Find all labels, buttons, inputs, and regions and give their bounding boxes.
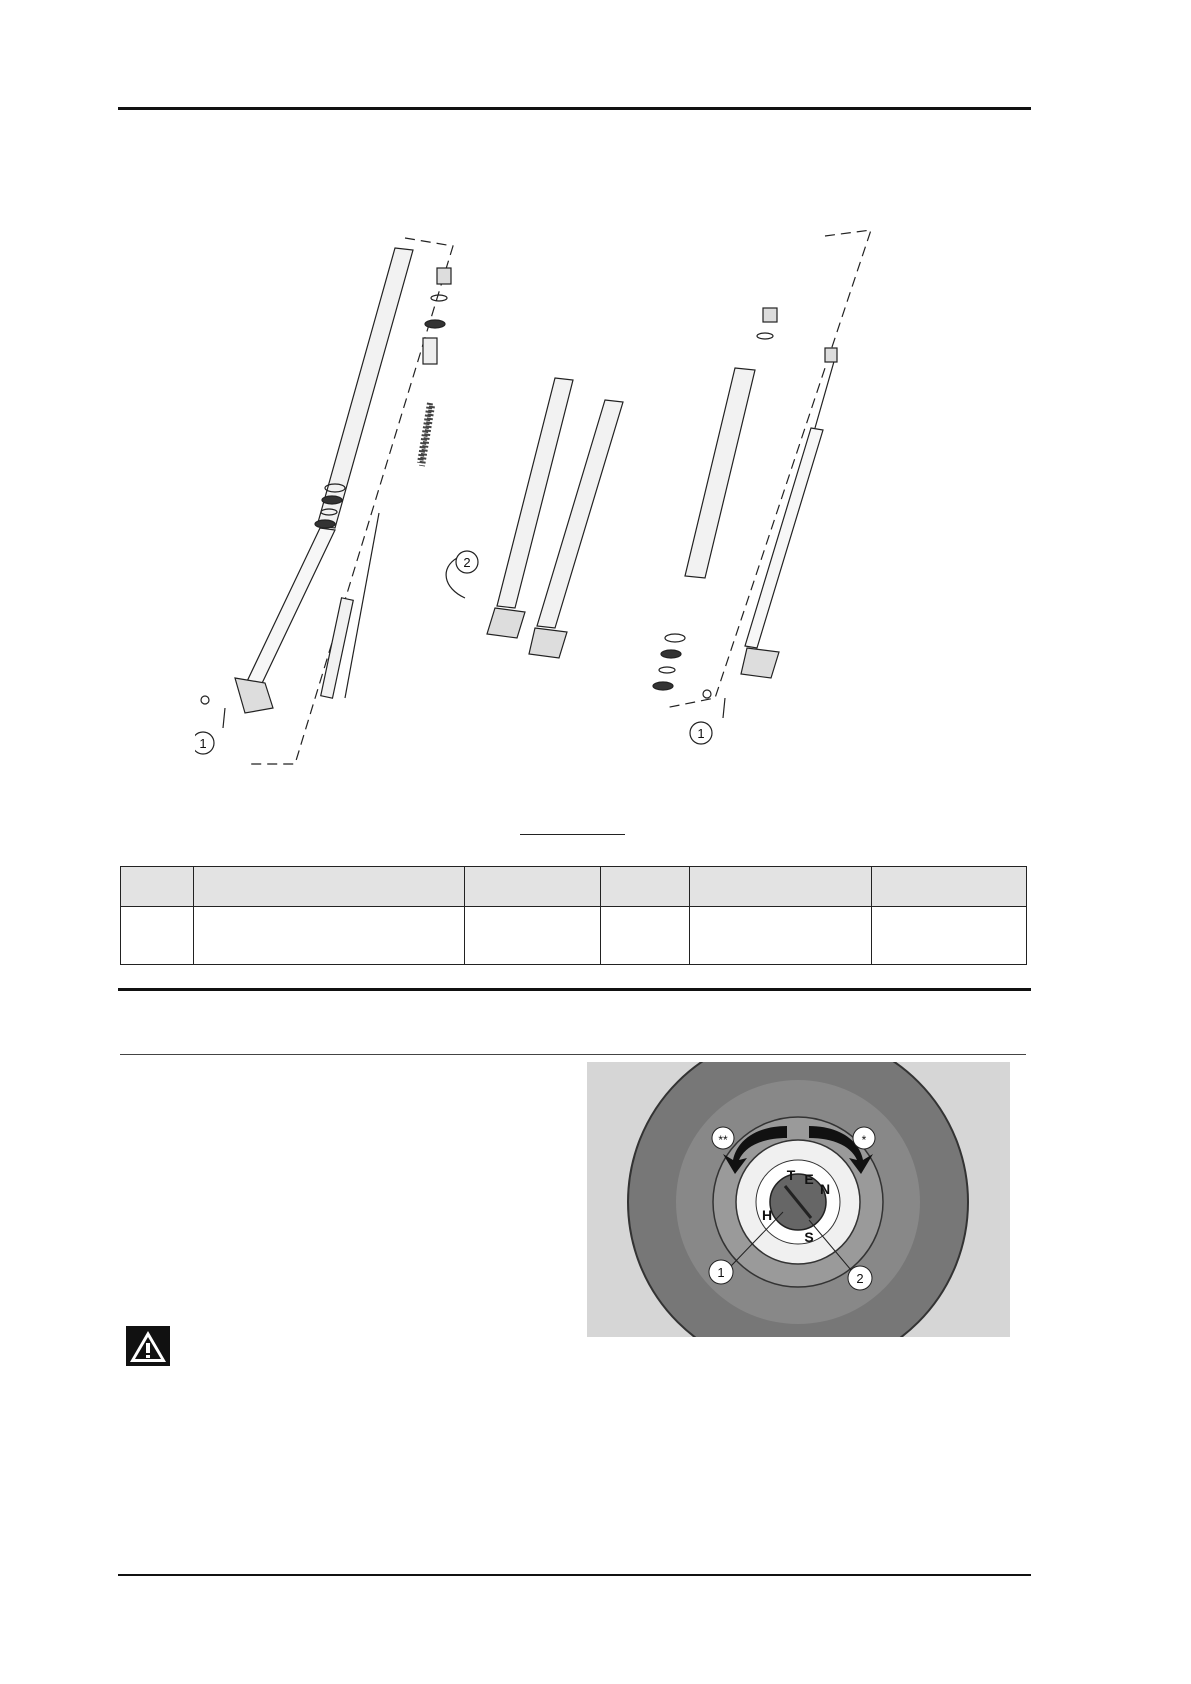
top-rule: [118, 107, 1031, 110]
header-cell: [601, 867, 690, 907]
letter-h: H: [761, 1207, 773, 1223]
header-cell: [690, 867, 872, 907]
table-cell: [872, 907, 1027, 965]
bottom-rule: [118, 1574, 1031, 1576]
table-cell: [601, 907, 690, 965]
header-cell: [194, 867, 465, 907]
warning-icon: [126, 1326, 170, 1366]
table-row: [121, 907, 1027, 965]
callout-2: 2: [856, 1271, 864, 1286]
table-cell: [194, 907, 465, 965]
letter-t: T: [786, 1167, 796, 1183]
figure-caption-underline: [520, 834, 625, 835]
table-cell: [690, 907, 872, 965]
fork-exploded-diagram: [195, 228, 955, 768]
letter-e: E: [804, 1171, 814, 1187]
callout-left-1: 1: [199, 736, 207, 751]
header-cell: [121, 867, 194, 907]
mark-double-star: **: [718, 1133, 728, 1147]
table-cell: [121, 907, 194, 965]
mark-star: *: [861, 1133, 867, 1147]
table-header-row: [121, 867, 1027, 907]
callout-right-1: 1: [697, 726, 705, 741]
adjuster-photo: [587, 1062, 1010, 1337]
callout-1: 1: [717, 1265, 725, 1280]
subsection-rule: [120, 1054, 1026, 1055]
header-cell: [872, 867, 1027, 907]
section-rule: [118, 988, 1031, 991]
callout-middle-2: 2: [463, 555, 471, 570]
letter-n: N: [819, 1181, 831, 1197]
letter-s: S: [804, 1229, 814, 1245]
table-cell: [465, 907, 601, 965]
header-cell: [465, 867, 601, 907]
spec-table: [120, 866, 1027, 965]
